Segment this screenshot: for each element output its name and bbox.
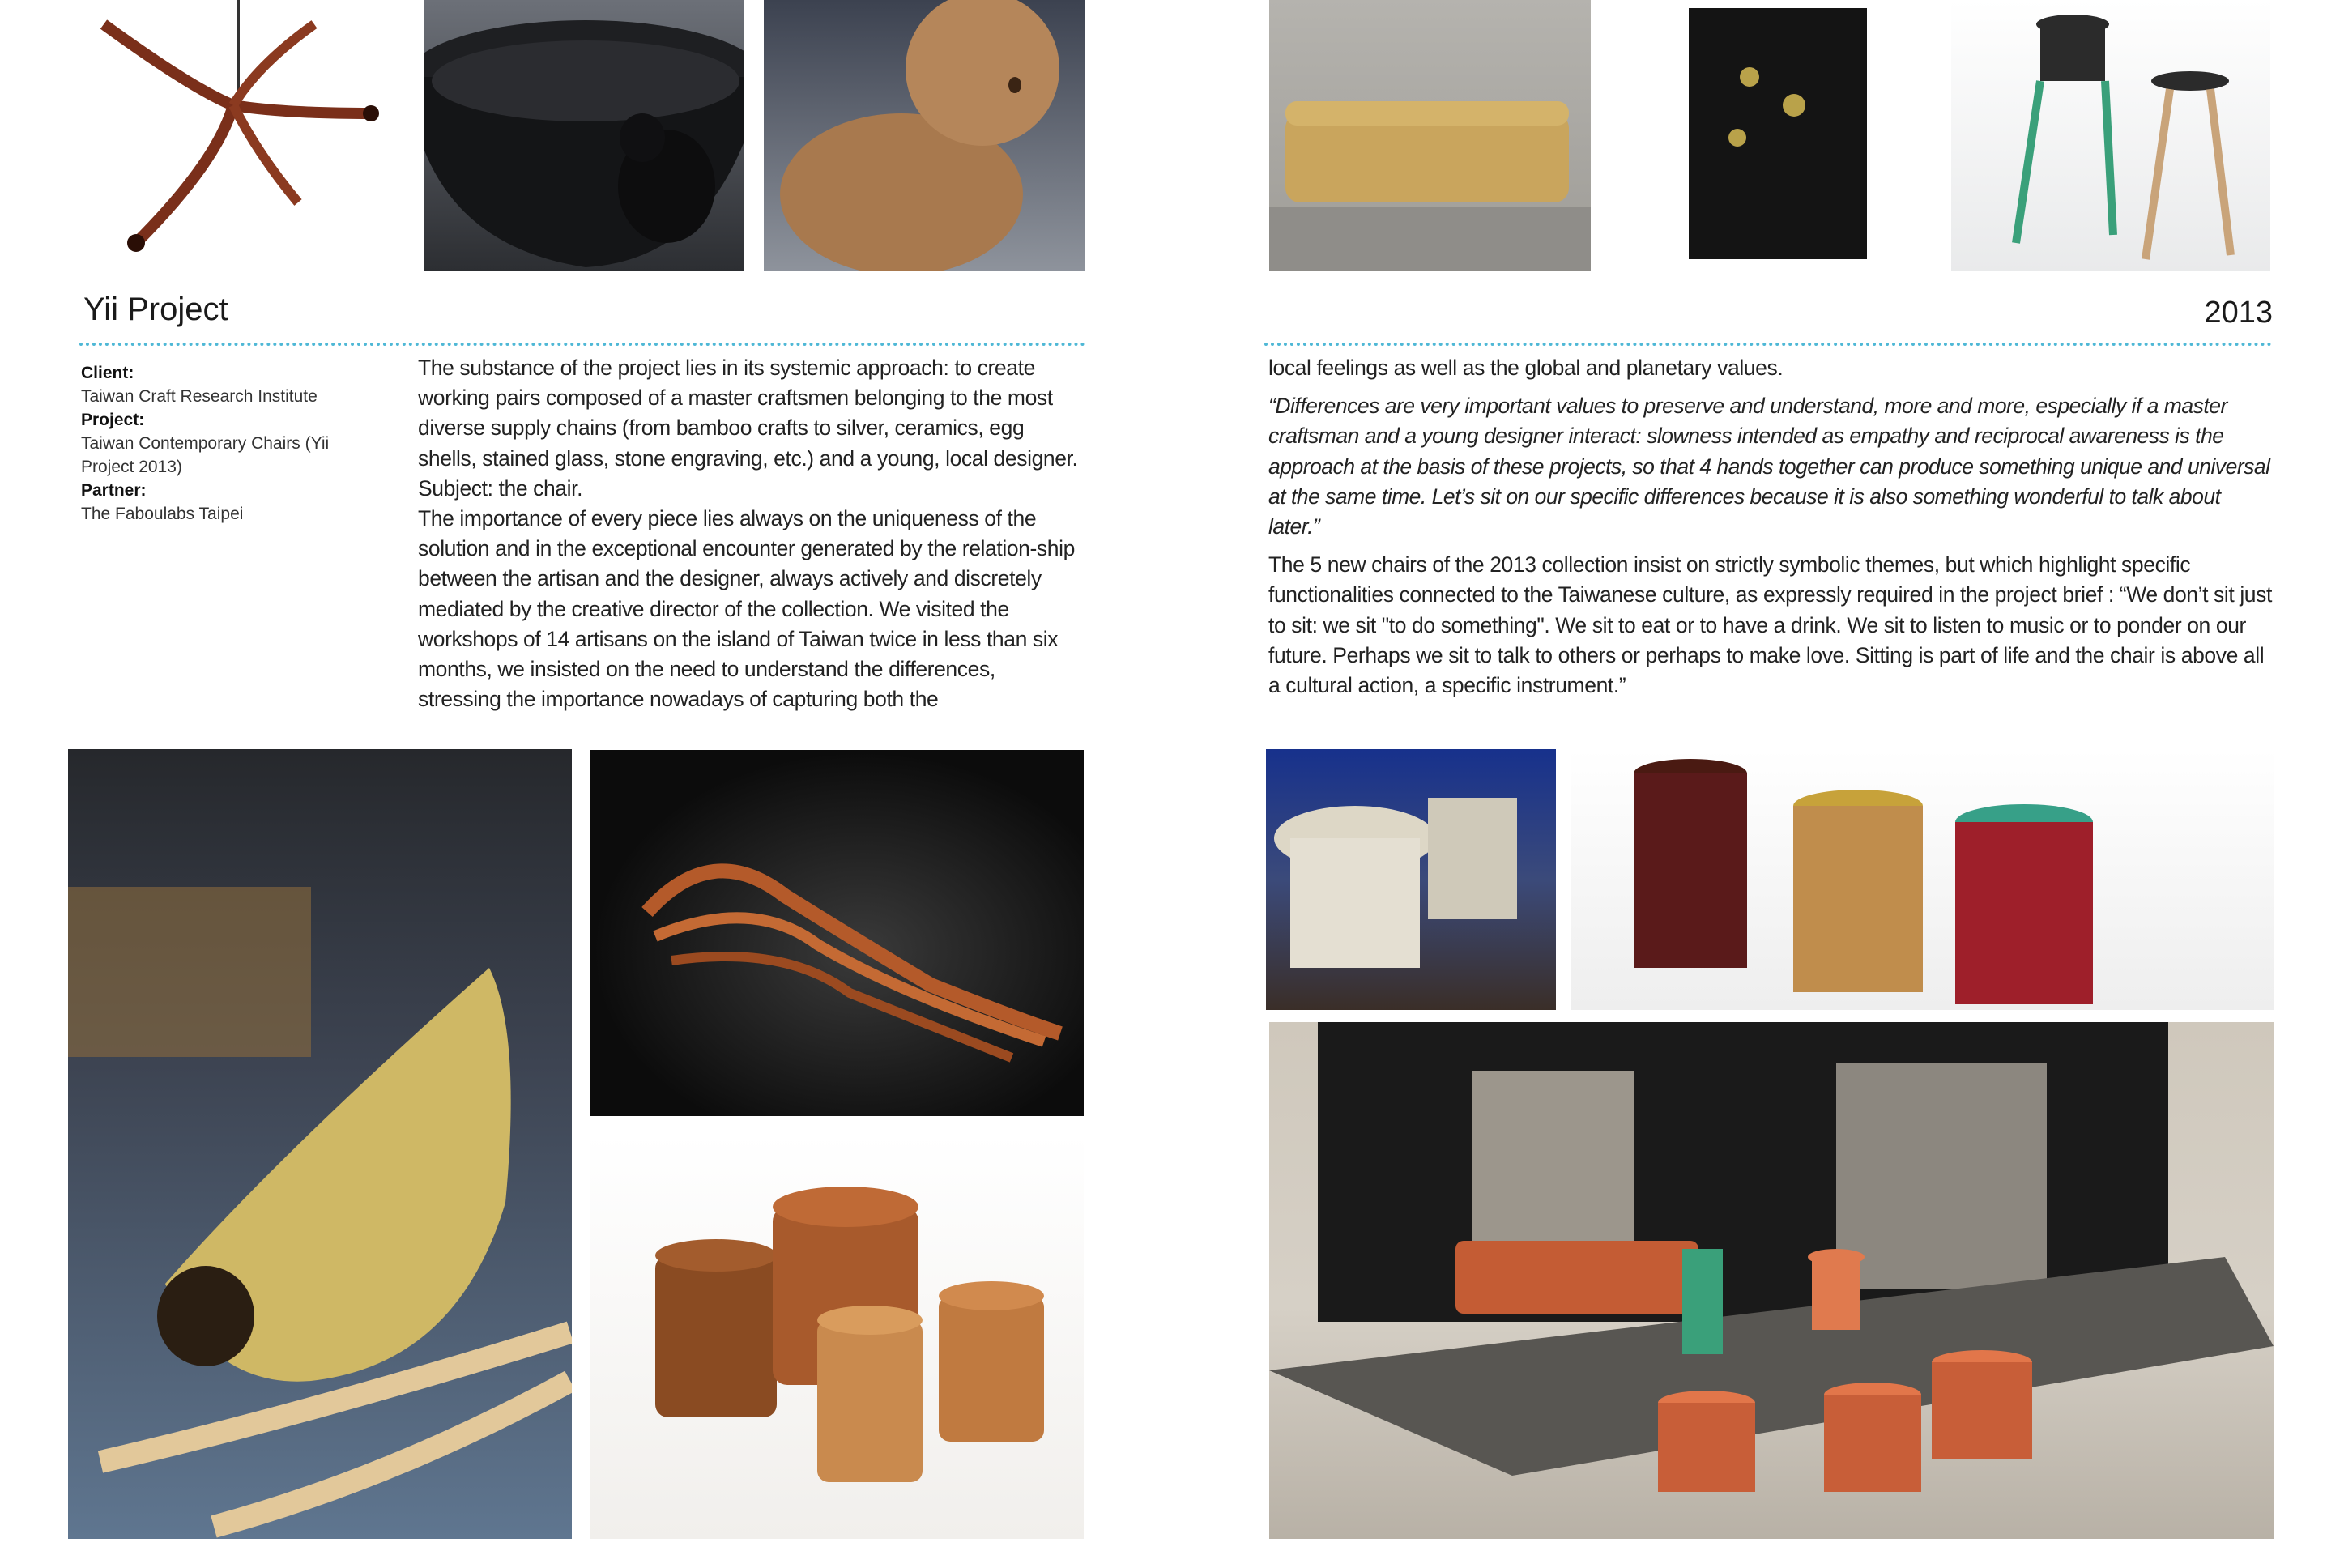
project-meta xyxy=(81,361,373,526)
photo-white-stool-display xyxy=(1266,749,1556,1010)
photo-black-bowl xyxy=(424,0,744,271)
meta-partner-key: Partner: xyxy=(81,481,147,500)
right-body-text xyxy=(1268,353,2273,701)
photo-wood-stools xyxy=(590,1134,1084,1539)
meta-project-value: Taiwan Contemporary Chairs (Yii Project 2013) xyxy=(81,434,330,476)
left-paragraph-1: The substance of the project lies in its systemic approach: to create working pairs composed of a master craftsmen belonging to the most diverse supply chains (from bamboo crafts to silver, ceramics, egg shells, stained glass, stone engraving, etc.) and a young, local designer. Subject: the chair. xyxy=(418,356,1078,501)
photo-gold-sofa xyxy=(1269,0,1591,271)
photo-rocking-horse-workshop xyxy=(68,749,572,1539)
left-body-text xyxy=(418,353,1080,714)
photo-exhibition-pavilion xyxy=(1269,1022,2274,1539)
right-paragraph-1: local feelings as well as the global and planetary values. xyxy=(1268,356,1784,380)
meta-client-key: Client: xyxy=(81,364,134,382)
photo-bamboo-lounge xyxy=(590,750,1084,1116)
right-quote: “Differences are very important values to preserve and understand, more and more, especially if a master craftsman and a young designer interact: slowness intended as empathy and reciprocal awareness is the approach at the basis of these projects, so that 4 hands together can produce something unique and universal at the same time. Let’s sit on our specific differences because it is also something wonderful to talk about later.” xyxy=(1268,394,2270,539)
photo-lattice-stools xyxy=(1571,749,2274,1010)
meta-project-key: Project: xyxy=(81,411,145,429)
page-title: Yii Project xyxy=(83,292,228,327)
meta-client-value: Taiwan Craft Research Institute xyxy=(81,387,318,406)
photo-stools-green-wood xyxy=(1951,0,2270,271)
title-rule-right xyxy=(1264,343,2272,346)
left-paragraph-2: The importance of every piece lies always on the uniqueness of the solution and in the exceptional encounter generated by the relation-ship between the artisan and the designer, always actively and discretely mediated by the creative director of the collection. We visited the workshops of 14 artisans on the island of Taiwan twice in less than six months, we insisted on the need to understand the differences, stressing the importance nowadays of capturing both the xyxy=(418,506,1075,712)
page-year: 2013 xyxy=(2204,296,2273,330)
meta-partner-value: The Faboulabs Taipei xyxy=(81,505,244,523)
photo-bamboo-lamp xyxy=(71,0,405,271)
title-rule-left xyxy=(79,343,1085,346)
photo-black-branch-screen xyxy=(1673,0,1887,271)
photo-rattan-sculpture xyxy=(764,0,1085,271)
right-paragraph-2: The 5 new chairs of the 2013 collection insist on strictly symbolic themes, but which highlight specific functionalities connected to the Taiwanese culture, as expressly required in the project brief : “We don’t sit just to sit: we sit "to do something". We sit to eat or to have a drink. We sit to listen to music or to ponder on our future. Perhaps we sit to talk to others or perhaps to make love. Sitting is part of life and the chair is above all a cultural action, a specific instrument.” xyxy=(1268,552,2272,698)
